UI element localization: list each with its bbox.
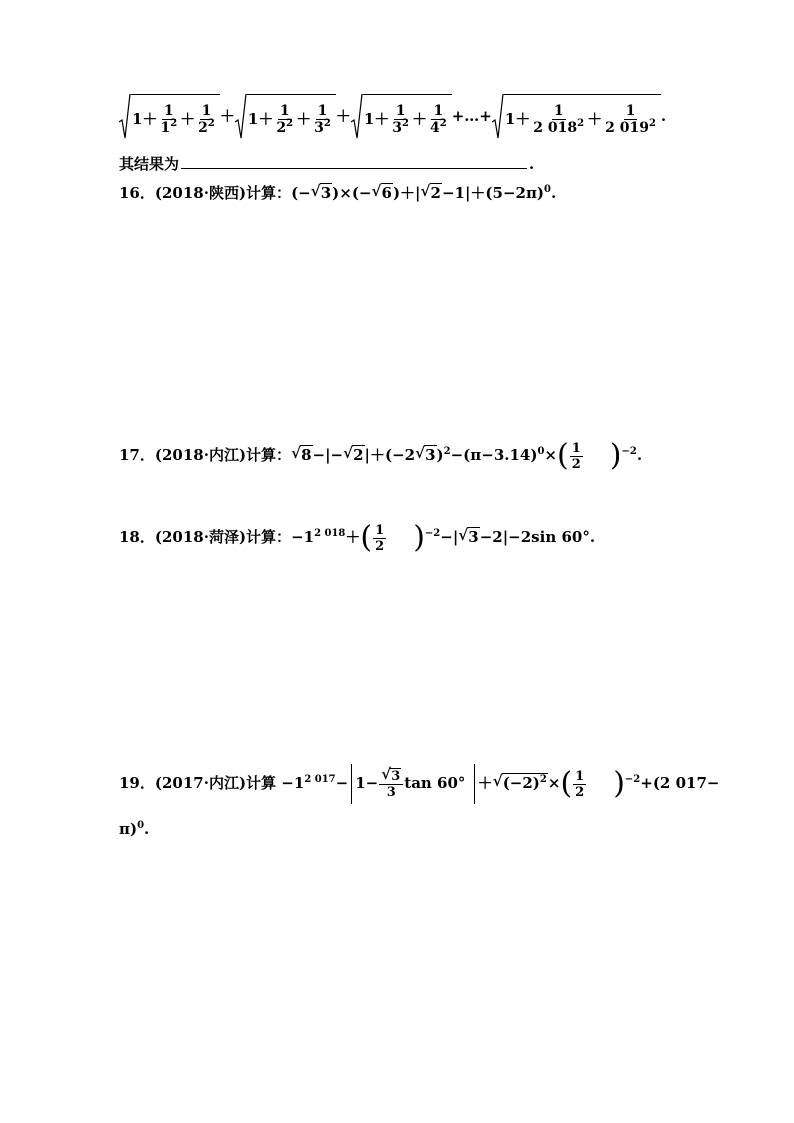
q15-answer-line: 其结果为 . — [119, 155, 535, 173]
sqrt: √ 3 — [415, 444, 436, 464]
ellipsis: +…+ — [451, 107, 492, 125]
fraction: $\frac{1}{3^2}$ — [392, 102, 409, 136]
fraction: $\frac{1}{3^2}$ — [314, 102, 331, 136]
fraction: $\frac{1}{2}$ — [571, 440, 581, 472]
radical-term-n: 1＋ $\frac{1}{2 018^2}$ ＋ $\frac{1}{2 019^2}$ — [492, 94, 661, 140]
exponent: 2 018 — [314, 528, 346, 539]
fraction: √ 3 3 — [379, 770, 403, 799]
sqrt: √ 8 — [291, 444, 312, 464]
question-source: (2018·菏泽) — [154, 528, 247, 546]
expression-tail: +(2 017− — [640, 774, 720, 792]
abs-bar-right — [474, 764, 475, 804]
exponent: 2 017 — [304, 774, 336, 785]
sqrt: √ 3 — [310, 182, 332, 202]
abs-inner-lead: 1− — [355, 774, 379, 792]
fraction: $\frac{1}{4^2}$ — [429, 102, 447, 136]
question-verb: 计算： — [246, 528, 292, 546]
question-source: (2018·内江) — [154, 446, 247, 464]
question-number: 17． — [119, 446, 155, 464]
tan-term: tan 60° — [404, 774, 466, 792]
expression-continuation: π) — [119, 820, 138, 838]
question-17: 17．(2018·内江)计算： √ 8−|− √ 2|＋(−2 √ $3)^2-(\pi-3.14)^0\times$( $\frac{1}{2}$ )$^{-2}$. — [119, 438, 643, 473]
expression-lead: −1 — [291, 528, 315, 546]
question-number: 16． — [119, 184, 155, 202]
question-19-continuation: π)$^0$. — [119, 820, 150, 838]
sqrt: √ 3 — [458, 526, 479, 546]
sqrt: √ 2 — [420, 182, 441, 202]
question-source: (2017·内江) — [154, 774, 247, 792]
expression-lead: −1 — [281, 774, 305, 792]
question-18: 18．(2018·菏泽)计算：$-1^{2 018}+$( $\frac{1}{2}$ )$^{-2}$−| √ 3−2|−2sin 60°. — [119, 520, 596, 555]
question-source: (2018·陕西) — [154, 184, 247, 202]
fraction: $\frac{1}{2 019^2}$ — [605, 102, 656, 136]
question-verb: 计算： — [246, 184, 292, 202]
sqrt: √ 2 — [343, 444, 364, 464]
sqrt: √ 6 — [371, 182, 392, 202]
question-16: 16．(2018·陕西)计算：(− √ 3)×(− √ 6)＋| √ $2-1|+(5-2\pi)^0$. — [119, 182, 557, 202]
q15-expression: 1＋ $\frac{1}{1^2}$ ＋ $\frac{1}{2^2}$ ＋ 1＋ $\frac{1}{2^2}$ ＋ $\frac{1}{3^2}$ ＋ 1＋ $\frac{1}{3^2}$ ＋ $\frac{1}{4^2}$ +…+ 1＋ $\frac{1}{2 018^2}$ ＋ $\frac{1}{2 019^2}$ . — [119, 94, 666, 140]
question-verb: 计算： — [246, 446, 292, 464]
fraction: $\frac{1}{1^2}$ — [160, 102, 178, 136]
fraction: $\frac{1}{2^2}$ — [276, 102, 294, 136]
fraction: $\frac{1}{2 018^2}$ — [533, 102, 585, 136]
expression-mid: −(π−3.14) — [450, 446, 538, 464]
result-prefix: 其结果为 — [119, 155, 180, 173]
fraction: $\frac{1}{2^2}$ — [198, 102, 215, 136]
question-number: 19． — [119, 774, 155, 792]
expression-tail: −2|−2sin 60°. — [479, 528, 596, 546]
radical-term-1: 1＋ $\frac{1}{1^2}$ ＋ $\frac{1}{2^2}$ — [119, 94, 220, 140]
question-number: 18． — [119, 528, 155, 546]
sqrt: √ $(-2)^2$ — [492, 772, 547, 792]
fraction: $\frac{1}{2}$ — [375, 522, 385, 554]
expression-tail: −1|＋(5−2π) — [441, 184, 545, 202]
fraction: $\frac{1}{2}$ — [575, 768, 585, 800]
abs-bar-left — [351, 764, 352, 804]
answer-blank[interactable] — [181, 154, 527, 169]
question-19: 19．(2017·内江)计算 $-1^{2 017}- 1-$ √ 3 3 tan 60° ＋ √ $(-2)^2\times$( $\frac{1}{2}$ )$^{-2}$+(2 017− — [119, 764, 719, 804]
question-verb: 计算 — [246, 774, 277, 792]
radical-term-3: 1＋ $\frac{1}{3^2}$ ＋ $\frac{1}{4^2}$ — [351, 94, 452, 140]
radical-term-2: 1＋ $\frac{1}{2^2}$ ＋ $\frac{1}{3^2}$ — [235, 94, 336, 140]
